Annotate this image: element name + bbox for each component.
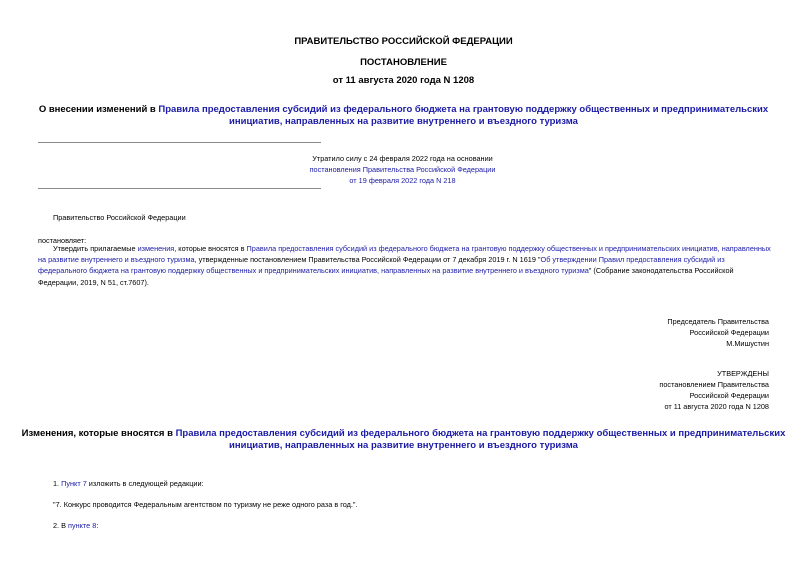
item-text: : bbox=[96, 521, 99, 530]
title-rules-link-cont[interactable]: инициатив, направленных на развитие внутреннего и въездного туризма bbox=[229, 116, 578, 127]
document-title bbox=[20, 104, 787, 128]
p1-text-a: Утвердить прилагаемые bbox=[53, 244, 138, 253]
issuer: Правительство Российской Федерации bbox=[53, 213, 186, 222]
item-number: 1. bbox=[53, 479, 62, 488]
status-note-text: Утратило силу с 24 февраля 2022 года на основании bbox=[312, 154, 493, 163]
approved-line: постановлением Правительства bbox=[659, 380, 769, 389]
government-heading: ПРАВИТЕЛЬСТВО РОССИЙСКОЙ ФЕДЕРАЦИИ bbox=[294, 36, 513, 47]
resolution-1619-link[interactable]: Об утверждении Правил предоставления субсидий из федерального бюджета на грантовую поддержку общественных и предпринимательских инициатив, направленных на развитие внутреннего и въездного туризма bbox=[38, 255, 725, 276]
document-type: ПОСТАНОВЛЕНИЕ bbox=[360, 57, 447, 68]
main-paragraph bbox=[38, 243, 773, 288]
changes-title-prefix: Изменения, которые вносятся в bbox=[21, 428, 176, 439]
decrees-word: постановляет: bbox=[38, 236, 87, 245]
approved-heading: УТВЕРЖДЕНЫ bbox=[717, 369, 769, 378]
divider-top bbox=[38, 142, 321, 143]
changes-link[interactable]: изменения bbox=[137, 244, 175, 253]
clause-8-link[interactable]: пункте 8 bbox=[68, 521, 97, 530]
change-item-1-text: "7. Конкурс проводится Федеральным агентством по туризму не реже одного раза в год.". bbox=[53, 500, 358, 509]
signature-position: Председатель Правительства bbox=[667, 317, 769, 326]
signature-block bbox=[667, 316, 769, 349]
item-text: изложить в следующей редакции: bbox=[86, 479, 204, 488]
p1-text-b: , которые вносятся в bbox=[174, 244, 247, 253]
changes-title bbox=[20, 428, 787, 452]
signature-name: М.Мишустин bbox=[726, 339, 769, 348]
title-rules-link[interactable]: Правила предоставления субсидий из федерального бюджета на грантовую поддержку общественных и предпринимательских bbox=[158, 104, 769, 115]
item-number: 2. В bbox=[53, 521, 69, 530]
approved-line: Российской Федерации bbox=[689, 391, 769, 400]
divider-bottom bbox=[38, 188, 321, 189]
changes-title-link-cont[interactable]: инициатив, направленных на развитие внутреннего и въездного туризма bbox=[229, 440, 578, 451]
changes-title-link[interactable]: Правила предоставления субсидий из федерального бюджета на грантовую поддержку общественных и предпринимательских bbox=[175, 428, 786, 439]
clause-7-link[interactable]: Пункт 7 bbox=[61, 479, 87, 488]
status-note-link[interactable]: постановления Правительства Российской Федерации bbox=[309, 165, 496, 174]
status-note-link-cont[interactable]: от 19 февраля 2022 года N 218 bbox=[349, 176, 456, 185]
status-note bbox=[230, 153, 575, 186]
approved-block bbox=[659, 368, 769, 412]
change-item-2 bbox=[53, 520, 98, 531]
rules-link[interactable]: Правила предоставления субсидий из федерального бюджета на грантовую поддержку общественных и предпринимательских инициатив, направленных на развитие внутреннего и въездного туризма bbox=[38, 244, 771, 265]
approved-date: от 11 августа 2020 года N 1208 bbox=[664, 402, 769, 411]
p1-text-c: , утвержденные постановлением Правительства Российской Федерации от 7 декабря 2019 г. N 1619 " bbox=[194, 255, 541, 265]
title-prefix: О внесении изменений в bbox=[38, 104, 159, 115]
p1-text-d: " (Собрание законодательства Российской Федерации, 2019, N 51, ст.7607). bbox=[38, 266, 734, 287]
signature-position-cont: Российской Федерации bbox=[689, 328, 769, 337]
change-item-1 bbox=[53, 478, 204, 489]
document-date-number: от 11 августа 2020 года N 1208 bbox=[332, 75, 475, 86]
